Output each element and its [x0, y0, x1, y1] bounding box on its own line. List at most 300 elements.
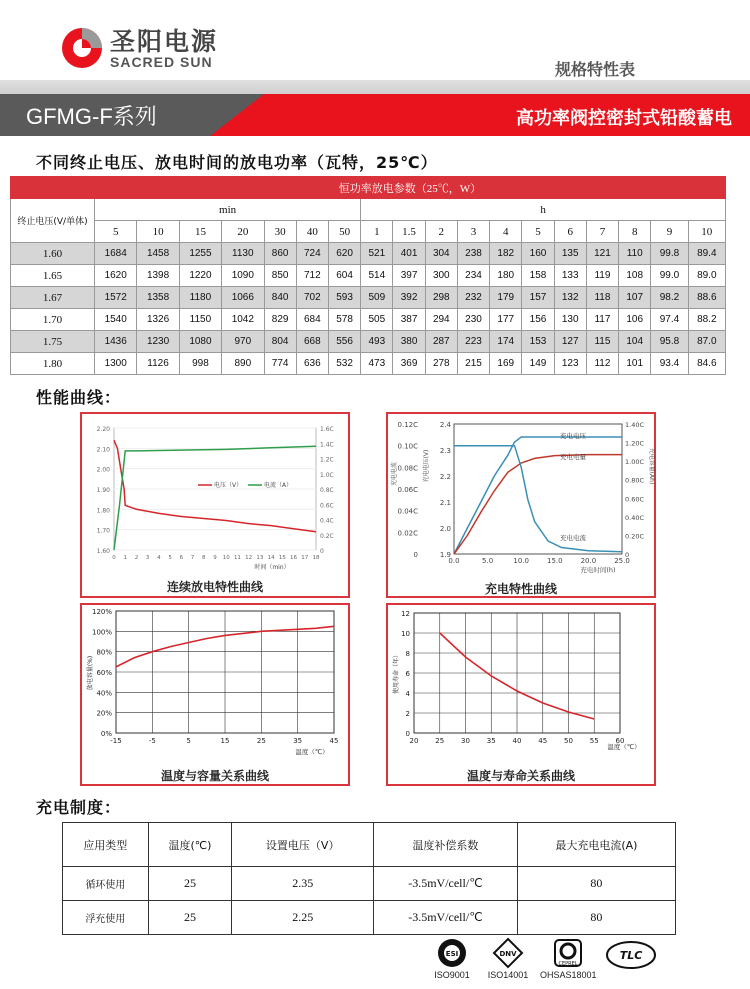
- x-tick-label: 14: [267, 555, 275, 561]
- power-cell: 604: [328, 265, 360, 287]
- y-current-tick-label: 0: [413, 551, 418, 559]
- x-tick-label: 12: [245, 555, 253, 561]
- y-tick-label: 1.80: [96, 507, 110, 515]
- table-title: 恒功率放电参数（25℃，W）: [95, 177, 726, 199]
- column-header: 10: [137, 221, 179, 243]
- y-tick-label: 0: [405, 730, 410, 738]
- power-cell: 87.0: [688, 331, 725, 353]
- end-voltage-cell: 1.80: [11, 353, 95, 375]
- y-tick-label: 120%: [91, 608, 112, 616]
- power-cell: 294: [425, 309, 457, 331]
- column-header: 1: [361, 221, 393, 243]
- column-header: 3: [457, 221, 489, 243]
- y-tick-label: 6: [405, 670, 410, 678]
- power-cell: 110: [619, 243, 651, 265]
- y2-tick-label: 0: [320, 548, 324, 555]
- charge-chart: [388, 414, 654, 576]
- power-cell: 1358: [137, 287, 179, 309]
- y-tick-label: 10: [401, 630, 410, 638]
- column-header-row: [11, 221, 726, 243]
- power-cell: 304: [425, 243, 457, 265]
- power-cell: 829: [264, 309, 296, 331]
- power-cell: 514: [361, 265, 393, 287]
- power-cell: 182: [490, 243, 522, 265]
- performance-title: 性能曲线：: [36, 388, 122, 407]
- esi-cert-icon: [437, 938, 467, 968]
- power-cell: 1572: [95, 287, 137, 309]
- power-cell: 1066: [222, 287, 264, 309]
- power-cell: 180: [490, 265, 522, 287]
- power-cell: 668: [296, 331, 328, 353]
- power-cell: 636: [296, 353, 328, 375]
- y-capacity-axis-title: 充电容量(Ah): [648, 447, 655, 485]
- table-row: [63, 901, 676, 935]
- power-cell: 387: [393, 309, 425, 331]
- power-cell: 684: [296, 309, 328, 331]
- x-axis-label: 时间（min）: [254, 564, 290, 571]
- series-name: GFMG-F系列: [26, 104, 157, 129]
- y-current-tick-label: 0.04C: [397, 507, 418, 516]
- power-cell: 521: [361, 243, 393, 265]
- column-header: 9: [651, 221, 688, 243]
- current-curve-label: 充电电流: [560, 534, 586, 542]
- y-tick-label: 1.90: [96, 487, 110, 494]
- table-row: [11, 353, 726, 375]
- y-tick-label: 1.60: [96, 548, 110, 555]
- power-cell: 840: [264, 287, 296, 309]
- power-cell: 860: [264, 243, 296, 265]
- x-tick-label: 25: [256, 737, 266, 745]
- brand-name-cn: 圣阳电源: [110, 27, 219, 56]
- cert-label: OHSAS18001: [540, 970, 597, 980]
- power-cell: 556: [328, 331, 360, 353]
- y-voltage-tick-label: 1.9: [439, 551, 451, 559]
- y-tick-label: 2: [405, 710, 410, 718]
- x-axis-label: 温度（℃）: [607, 743, 641, 751]
- power-cell: 850: [264, 265, 296, 287]
- table-row: [63, 867, 676, 901]
- power-cell: 890: [222, 353, 264, 375]
- power-cell: 133: [554, 265, 586, 287]
- power-cell: 1150: [179, 309, 221, 331]
- y-tick-label: 1.70: [96, 527, 110, 535]
- power-cell: 95.8: [651, 331, 688, 353]
- y-voltage-axis-title: 充电电压(V): [423, 449, 430, 483]
- y-capacity-tick-label: 1.40C: [625, 421, 645, 429]
- capacity-curve-label: 充电电量: [560, 453, 586, 461]
- cert-ohsas: [540, 938, 596, 980]
- power-cell: 620: [328, 243, 360, 265]
- temp-capacity-chart-panel: [80, 603, 350, 786]
- temp-capacity-chart: [82, 605, 348, 763]
- charge-cell: 浮充使用: [63, 901, 149, 935]
- charge-cell: 2.25: [232, 901, 374, 935]
- plot-area: [454, 424, 622, 554]
- discharge-chart-caption: 连续放电特性曲线: [166, 580, 263, 594]
- x-tick-label: 15: [278, 555, 286, 561]
- charge-column-header: 温度(℃): [148, 823, 232, 867]
- end-voltage-cell: 1.70: [11, 309, 95, 331]
- x-tick-label: 3: [145, 555, 150, 561]
- power-cell: 1126: [137, 353, 179, 375]
- power-cell: 156: [522, 309, 554, 331]
- tlc-cert-icon: [605, 940, 657, 970]
- y-tick-label: 12: [401, 610, 410, 618]
- table-row: [11, 309, 726, 331]
- temp-capacity-chart-caption: 温度与容量关系曲线: [160, 769, 269, 783]
- power-cell: 509: [361, 287, 393, 309]
- x-tick-label: 25: [435, 737, 445, 745]
- x-tick-label: 6: [179, 555, 184, 561]
- x-tick-label: 10.0: [513, 557, 529, 565]
- y-tick-label: 40%: [96, 689, 112, 698]
- x-tick-label: 5: [186, 737, 191, 745]
- x-tick-label: 50: [564, 737, 573, 745]
- x-tick-label: 20: [409, 737, 419, 745]
- y-tick-label: 0%: [100, 730, 112, 738]
- y-current-tick-label: 0.06C: [397, 486, 418, 494]
- table-title-spacer: [11, 177, 95, 199]
- product-type: 高功率阀控密封式铅酸蓄电: [516, 108, 732, 129]
- voltage-curve-label: 充电电压: [560, 432, 586, 440]
- x-tick-label: 1: [123, 555, 127, 561]
- unit-h: h: [361, 199, 726, 221]
- power-cell: 1398: [137, 265, 179, 287]
- power-cell: 101: [619, 353, 651, 375]
- charge-cell: 2.35: [232, 867, 374, 901]
- power-cell: 1220: [179, 265, 221, 287]
- x-tick-label: 25.0: [614, 557, 630, 565]
- table-row: [11, 243, 726, 265]
- table-row: [11, 331, 726, 353]
- power-cell: 1130: [222, 243, 264, 265]
- y-tick-label: 60%: [96, 669, 112, 677]
- x-tick-label: 10: [222, 555, 230, 561]
- column-header: 7: [586, 221, 618, 243]
- x-tick-label: -5: [148, 737, 156, 745]
- document-type: 规格特性表: [554, 60, 635, 79]
- power-cell: 149: [522, 353, 554, 375]
- y-current-tick-label: 0.12C: [397, 421, 418, 429]
- power-cell: 132: [554, 287, 586, 309]
- y-capacity-tick-label: 0.80C: [625, 476, 645, 485]
- power-cell: 970: [222, 331, 264, 353]
- ceprel-cert-icon: [553, 938, 583, 968]
- end-voltage-cell: 1.60: [11, 243, 95, 265]
- power-cell: 1540: [95, 309, 137, 331]
- y-voltage-tick-label: 2.4: [439, 421, 451, 429]
- power-cell: 505: [361, 309, 393, 331]
- power-cell: 97.4: [651, 309, 688, 331]
- power-cell: 1042: [222, 309, 264, 331]
- unit-row: [11, 199, 726, 221]
- power-cell: 127: [554, 331, 586, 353]
- power-cell: 135: [554, 243, 586, 265]
- y-tick-label: 2.00: [96, 466, 110, 474]
- y-capacity-tick-label: 0: [625, 551, 630, 559]
- charge-cell: 循环使用: [63, 867, 149, 901]
- x-tick-label: 45: [329, 737, 339, 745]
- x-tick-label: 45: [538, 737, 548, 745]
- power-section-title: 不同终止电压、放电时间的放电功率（瓦特，25℃）: [36, 153, 438, 172]
- y-tick-label: 20%: [96, 709, 112, 718]
- charge-cell: 80: [517, 901, 675, 935]
- column-header: 2: [425, 221, 457, 243]
- x-tick-label: 16: [290, 555, 298, 561]
- power-cell: 287: [425, 331, 457, 353]
- unit-min: min: [95, 199, 361, 221]
- power-cell: 89.0: [688, 265, 725, 287]
- table-row: [11, 265, 726, 287]
- x-tick-label: 7: [190, 555, 195, 561]
- y-current-tick-label: 0.10C: [397, 442, 418, 451]
- power-cell: 98.2: [651, 287, 688, 309]
- x-tick-label: 2: [134, 555, 139, 561]
- cert-label: ISO9001: [434, 970, 470, 980]
- power-cell: 123: [554, 353, 586, 375]
- power-cell: 158: [522, 265, 554, 287]
- power-cell: 702: [296, 287, 328, 309]
- power-cell: 104: [619, 331, 651, 353]
- power-cell: 473: [361, 353, 393, 375]
- cert-label: ISO14001: [487, 970, 529, 980]
- power-cell: 89.4: [688, 243, 725, 265]
- y-voltage-tick-label: 2.2: [439, 473, 451, 481]
- end-voltage-cell: 1.75: [11, 331, 95, 353]
- power-cell: 1300: [95, 353, 137, 375]
- row-header: 终止电压(V/单体): [11, 199, 95, 243]
- y-tick-label: 8: [405, 650, 410, 658]
- power-cell: 118: [586, 287, 618, 309]
- power-cell: 532: [328, 353, 360, 375]
- y-voltage-tick-label: 2.1: [439, 499, 451, 507]
- power-table: [10, 176, 726, 375]
- power-cell: 712: [296, 265, 328, 287]
- y-voltage-tick-label: 2.3: [439, 447, 451, 455]
- power-cell: 493: [361, 331, 393, 353]
- temp-life-chart: [388, 605, 654, 763]
- column-header: 30: [264, 221, 296, 243]
- x-tick-label: 35: [486, 737, 496, 745]
- charge-table-header: [63, 823, 676, 867]
- charge-chart-panel: [386, 412, 656, 598]
- header-divider: [0, 80, 750, 94]
- x-tick-label: 40: [512, 737, 522, 745]
- power-cell: 578: [328, 309, 360, 331]
- power-cell: 157: [522, 287, 554, 309]
- power-cell: 108: [619, 265, 651, 287]
- charge-table-body: [63, 867, 676, 935]
- power-cell: 1326: [137, 309, 179, 331]
- x-tick-label: 11: [233, 555, 241, 561]
- power-cell: 804: [264, 331, 296, 353]
- power-cell: 130: [554, 309, 586, 331]
- column-header: 5: [95, 221, 137, 243]
- x-tick-label: 60: [615, 737, 625, 745]
- y-axis-label: 放电容量(%): [87, 655, 94, 691]
- power-cell: 106: [619, 309, 651, 331]
- power-cell: 1080: [179, 331, 221, 353]
- power-cell: 397: [393, 265, 425, 287]
- power-cell: 153: [522, 331, 554, 353]
- y2-tick-label: 0.8C: [320, 487, 334, 494]
- y-tick-label: 2.10: [96, 446, 110, 454]
- y2-tick-label: 0.4C: [320, 517, 334, 525]
- power-cell: 380: [393, 331, 425, 353]
- power-cell: 232: [457, 287, 489, 309]
- charge-cell: -3.5mV/cell/℃: [374, 901, 518, 935]
- x-tick-label: 4: [157, 555, 161, 561]
- table-row: [11, 287, 726, 309]
- y-capacity-tick-label: 1.00C: [625, 458, 645, 467]
- power-cell: 1255: [179, 243, 221, 265]
- x-tick-label: 20.0: [580, 557, 597, 565]
- column-header: 8: [619, 221, 651, 243]
- charge-chart-caption: 充电特性曲线: [484, 582, 557, 596]
- power-cell: 1620: [95, 265, 137, 287]
- temp-life-chart-panel: [386, 603, 656, 786]
- x-tick-label: 18: [312, 555, 320, 561]
- column-header: 4: [490, 221, 522, 243]
- power-cell: 278: [425, 353, 457, 375]
- x-tick-label: 55: [589, 737, 599, 745]
- y2-tick-label: 0.6C: [320, 502, 334, 510]
- y-axis-label: 使用寿命（年）: [393, 651, 400, 695]
- x-tick-label: 0.0: [448, 557, 460, 565]
- charge-cell: -3.5mV/cell/℃: [374, 867, 518, 901]
- x-tick-label: 15: [220, 737, 230, 745]
- x-tick-label: 15.0: [547, 557, 563, 565]
- power-cell: 298: [425, 287, 457, 309]
- y2-tick-label: 1.0C: [320, 471, 334, 479]
- y-capacity-tick-label: 0.60C: [625, 495, 645, 504]
- power-cell: 174: [490, 331, 522, 353]
- dnv-cert-icon: [493, 938, 523, 968]
- y-voltage-tick-label: 2.0: [439, 525, 451, 533]
- x-axis-label: 充电时间(h): [580, 566, 616, 574]
- power-cell: 169: [490, 353, 522, 375]
- power-cell: 300: [425, 265, 457, 287]
- temp-life-chart-caption: 温度与寿命关系曲线: [466, 769, 575, 783]
- column-header: 10: [688, 221, 725, 243]
- x-tick-label: -15: [110, 737, 122, 745]
- charge-column-header: 最大充电电流(A): [517, 823, 675, 867]
- column-header: 40: [296, 221, 328, 243]
- power-cell: 119: [586, 265, 618, 287]
- power-cell: 84.6: [688, 353, 725, 375]
- charge-cell: 25: [148, 867, 232, 901]
- power-cell: 107: [619, 287, 651, 309]
- power-cell: 115: [586, 331, 618, 353]
- power-cell: 774: [264, 353, 296, 375]
- power-cell: 117: [586, 309, 618, 331]
- charge-column-header: 温度补偿系数: [374, 823, 518, 867]
- svg-text:ESI: ESI: [445, 950, 459, 958]
- x-tick-label: 17: [301, 555, 309, 561]
- power-cell: 88.6: [688, 287, 725, 309]
- brand-logo: [60, 22, 260, 74]
- power-cell: 593: [328, 287, 360, 309]
- power-cell: 998: [179, 353, 221, 375]
- power-cell: 369: [393, 353, 425, 375]
- discharge-chart: [82, 414, 348, 574]
- column-header: 20: [222, 221, 264, 243]
- cert-iso14001: [480, 938, 536, 980]
- power-cell: 238: [457, 243, 489, 265]
- table-title-row: [11, 177, 726, 199]
- x-tick-label: 5: [168, 555, 172, 561]
- svg-text:TLC: TLC: [619, 949, 643, 962]
- x-tick-label: 30: [461, 737, 470, 745]
- y-tick-label: 80%: [96, 648, 112, 657]
- y-tick-label: 2.20: [96, 426, 110, 433]
- y2-tick-label: 0.2C: [320, 532, 334, 540]
- charge-cell: 80: [517, 867, 675, 901]
- logo-mark-icon: [60, 26, 104, 70]
- x-tick-label: 9: [213, 555, 217, 561]
- y-capacity-tick-label: 1.20C: [625, 439, 645, 448]
- power-cell: 223: [457, 331, 489, 353]
- y2-tick-label: 1.6C: [320, 426, 334, 433]
- column-header: 1.5: [393, 221, 425, 243]
- column-header: 15: [179, 221, 221, 243]
- legend-voltage-label: 电压（V）: [214, 482, 243, 489]
- power-cell: 93.4: [651, 353, 688, 375]
- power-cell: 160: [522, 243, 554, 265]
- power-cell: 177: [490, 309, 522, 331]
- y-current-tick-label: 0.08C: [397, 464, 418, 473]
- y-capacity-tick-label: 0.40C: [625, 513, 645, 522]
- charge-cell: 25: [148, 901, 232, 935]
- power-cell: 99.8: [651, 243, 688, 265]
- legend-current-label: 电流（A）: [264, 482, 293, 489]
- power-cell: 179: [490, 287, 522, 309]
- x-tick-label: 0: [112, 555, 116, 561]
- power-cell: 230: [457, 309, 489, 331]
- y-current-tick-label: 0.02C: [397, 529, 418, 538]
- y-current-axis-title: 充电电流: [391, 461, 398, 487]
- power-cell: 215: [457, 353, 489, 375]
- x-tick-label: 8: [202, 555, 206, 561]
- y2-tick-label: 1.4C: [320, 441, 334, 449]
- power-cell: 1436: [95, 331, 137, 353]
- power-cell: 1180: [179, 287, 221, 309]
- svg-text:DNV: DNV: [499, 950, 517, 958]
- column-header: 5: [522, 221, 554, 243]
- charge-table: [62, 822, 676, 935]
- charge-column-header: 应用类型: [63, 823, 149, 867]
- power-cell: 112: [586, 353, 618, 375]
- power-cell: 121: [586, 243, 618, 265]
- column-header: 50: [328, 221, 360, 243]
- power-table-body: [11, 243, 726, 375]
- y-capacity-tick-label: 0.20C: [625, 532, 645, 541]
- power-cell: 1230: [137, 331, 179, 353]
- x-tick-label: 13: [256, 555, 264, 561]
- column-header: 6: [554, 221, 586, 243]
- x-tick-label: 5.0: [482, 557, 494, 565]
- brand-name-en: SACRED SUN: [110, 54, 213, 70]
- charge-section-title: 充电制度：: [36, 798, 122, 817]
- power-cell: 1090: [222, 265, 264, 287]
- power-cell: 1458: [137, 243, 179, 265]
- power-cell: 1684: [95, 243, 137, 265]
- power-cell: 392: [393, 287, 425, 309]
- power-cell: 99.0: [651, 265, 688, 287]
- y2-tick-label: 1.2C: [320, 456, 334, 464]
- y-tick-label: 100%: [91, 628, 112, 637]
- charge-column-header: 设置电压（V）: [232, 823, 374, 867]
